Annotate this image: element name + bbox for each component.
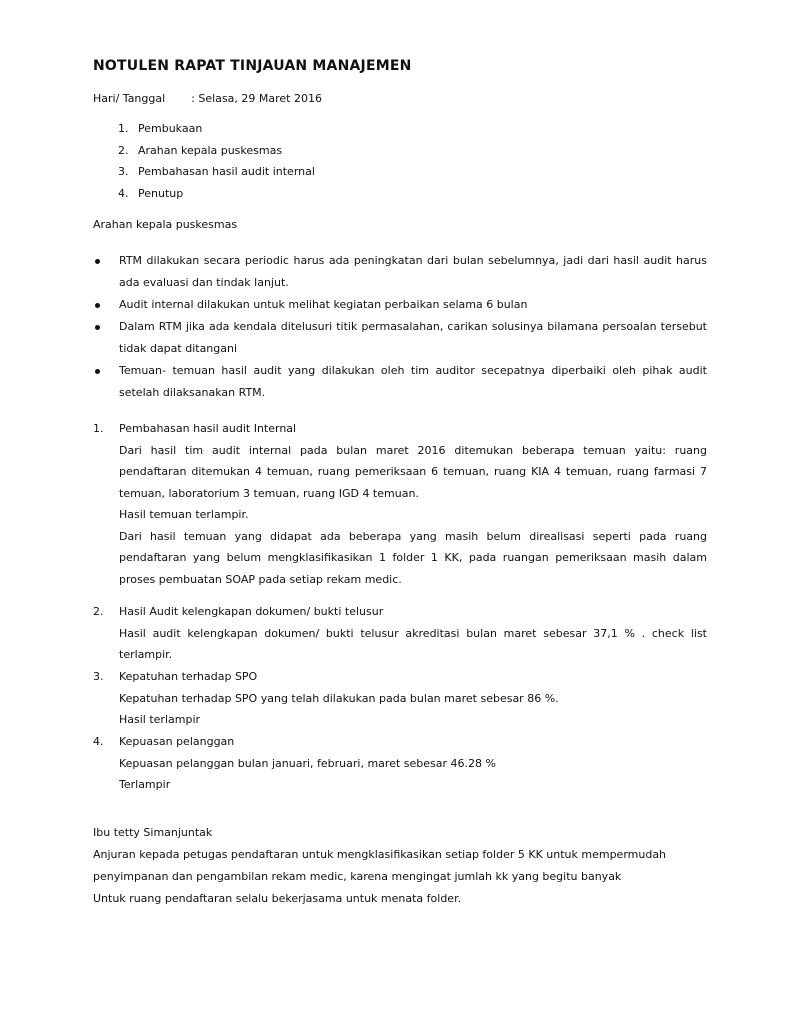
section-heading [93, 731, 707, 753]
section-number: 4. [93, 735, 104, 748]
arahan-bullet-list [93, 250, 707, 404]
section-paragraph: Dari hasil tim audit internal pada bulan maret 2016 ditemukan beberapa temuan yaitu: ruang pendaftaran ditemukan 4 temuan, ruang pemeriksaan 6 temuan, ruang KIA 4 temuan, ruang farmasi 7 temuan, laboratorium 3 temuan, ruang IGD 4 temuan. [119, 443, 707, 500]
section-number: 1. [93, 422, 104, 435]
section-kepuasan-pelanggan [93, 731, 707, 796]
section-paragraph: Hasil audit kelengkapan dokumen/ bukti telusur akreditasi bulan maret sebesar 37,1 % . check list terlampir. [119, 626, 707, 661]
agenda-item [118, 187, 315, 209]
section-kelengkapan-dokumen [93, 601, 707, 666]
agenda-item [118, 144, 315, 166]
bullet-item: Audit internal dilakukan untuk melihat kegiatan perbaikan selama 6 bulan [93, 294, 707, 316]
date-value: : Selasa, 29 Maret 2016 [191, 92, 322, 105]
agenda-item [118, 122, 315, 144]
date-label: Hari/ Tanggal [93, 92, 166, 105]
section-title: Hasil Audit kelengkapan dokumen/ bukti telusur [119, 605, 384, 618]
section-paragraph: Hasil temuan terlampir. [119, 508, 249, 521]
section-title: Kepuasan pelanggan [119, 735, 235, 748]
agenda-number: 1. [118, 122, 129, 135]
section-paragraph: Kepuasan pelanggan bulan januari, februari, maret sebesar 46.28 % [119, 756, 496, 770]
section-paragraph: Terlampir [119, 778, 171, 791]
document-title: NOTULEN RAPAT TINJAUAN MANAJEMEN [93, 58, 412, 74]
section-title: Pembahasan hasil audit Internal [119, 422, 297, 435]
section-audit-internal [93, 418, 707, 590]
bullet-item: Dalam RTM jika ada kendala ditelusuri titik permasalahan, carikan solusinya bilamana persoalan tersebut tidak dapat ditangani [93, 316, 707, 360]
section-heading [93, 418, 707, 440]
section-title: Kepatuhan terhadap SPO [119, 670, 258, 683]
agenda-item [118, 165, 315, 187]
section-paragraph: Kepatuhan terhadap SPO yang telah dilakukan pada bulan maret sebesar 86 %. [119, 691, 559, 705]
closing-paragraph: Untuk ruang pendaftaran selalu bekerjasama untuk menata folder. [93, 892, 462, 905]
agenda-number: 4. [118, 186, 129, 200]
speaker-name: Ibu tetty Simanjuntak [93, 826, 213, 839]
closing-paragraph: Anjuran kepada petugas pendaftaran untuk mengklasifikasikan setiap folder 5 KK untuk mempermudah penyimpanan dan pengambilan rekam medic, karena mengingat jumlah kk yang begitu banyak [93, 848, 667, 883]
agenda-number: 3. [118, 165, 129, 178]
agenda-text: Penutup [138, 186, 184, 200]
section-paragraph: Dari hasil temuan yang didapat ada beberapa yang masih belum direalisasi seperti pada ruang pendaftaran yang belum mengklasifikasikan 1 folder 1 KK, pada ruangan pemeriksaan masih dalam proses pembuatan SOAP pada setiap rekam medic. [119, 529, 707, 586]
section-paragraph: Hasil terlampir [119, 713, 201, 726]
bullet-item: Temuan- temuan hasil audit yang dilakukan oleh tim auditor secepatnya diperbaiki oleh pihak audit setelah dilaksanakan RTM. [93, 360, 707, 404]
section-kepatuhan-spo [93, 666, 707, 731]
closing-remarks [93, 822, 713, 910]
section-heading [93, 601, 707, 623]
agenda-number: 2. [118, 143, 129, 157]
agenda-text: Pembahasan hasil audit internal [138, 165, 315, 178]
section-number: 3. [93, 670, 104, 683]
agenda-list [118, 122, 315, 208]
agenda-text: Pembukaan [138, 122, 203, 135]
section-number: 2. [93, 605, 104, 618]
agenda-text: Arahan kepala puskesmas [138, 143, 283, 157]
section-heading [93, 666, 707, 688]
arahan-heading: Arahan kepala puskesmas [93, 218, 238, 231]
meeting-date [93, 92, 322, 105]
bullet-item: RTM dilakukan secara periodic harus ada peningkatan dari bulan sebelumnya, jadi dari hasil audit harus ada evaluasi dan tindak lanjut. [93, 250, 707, 294]
